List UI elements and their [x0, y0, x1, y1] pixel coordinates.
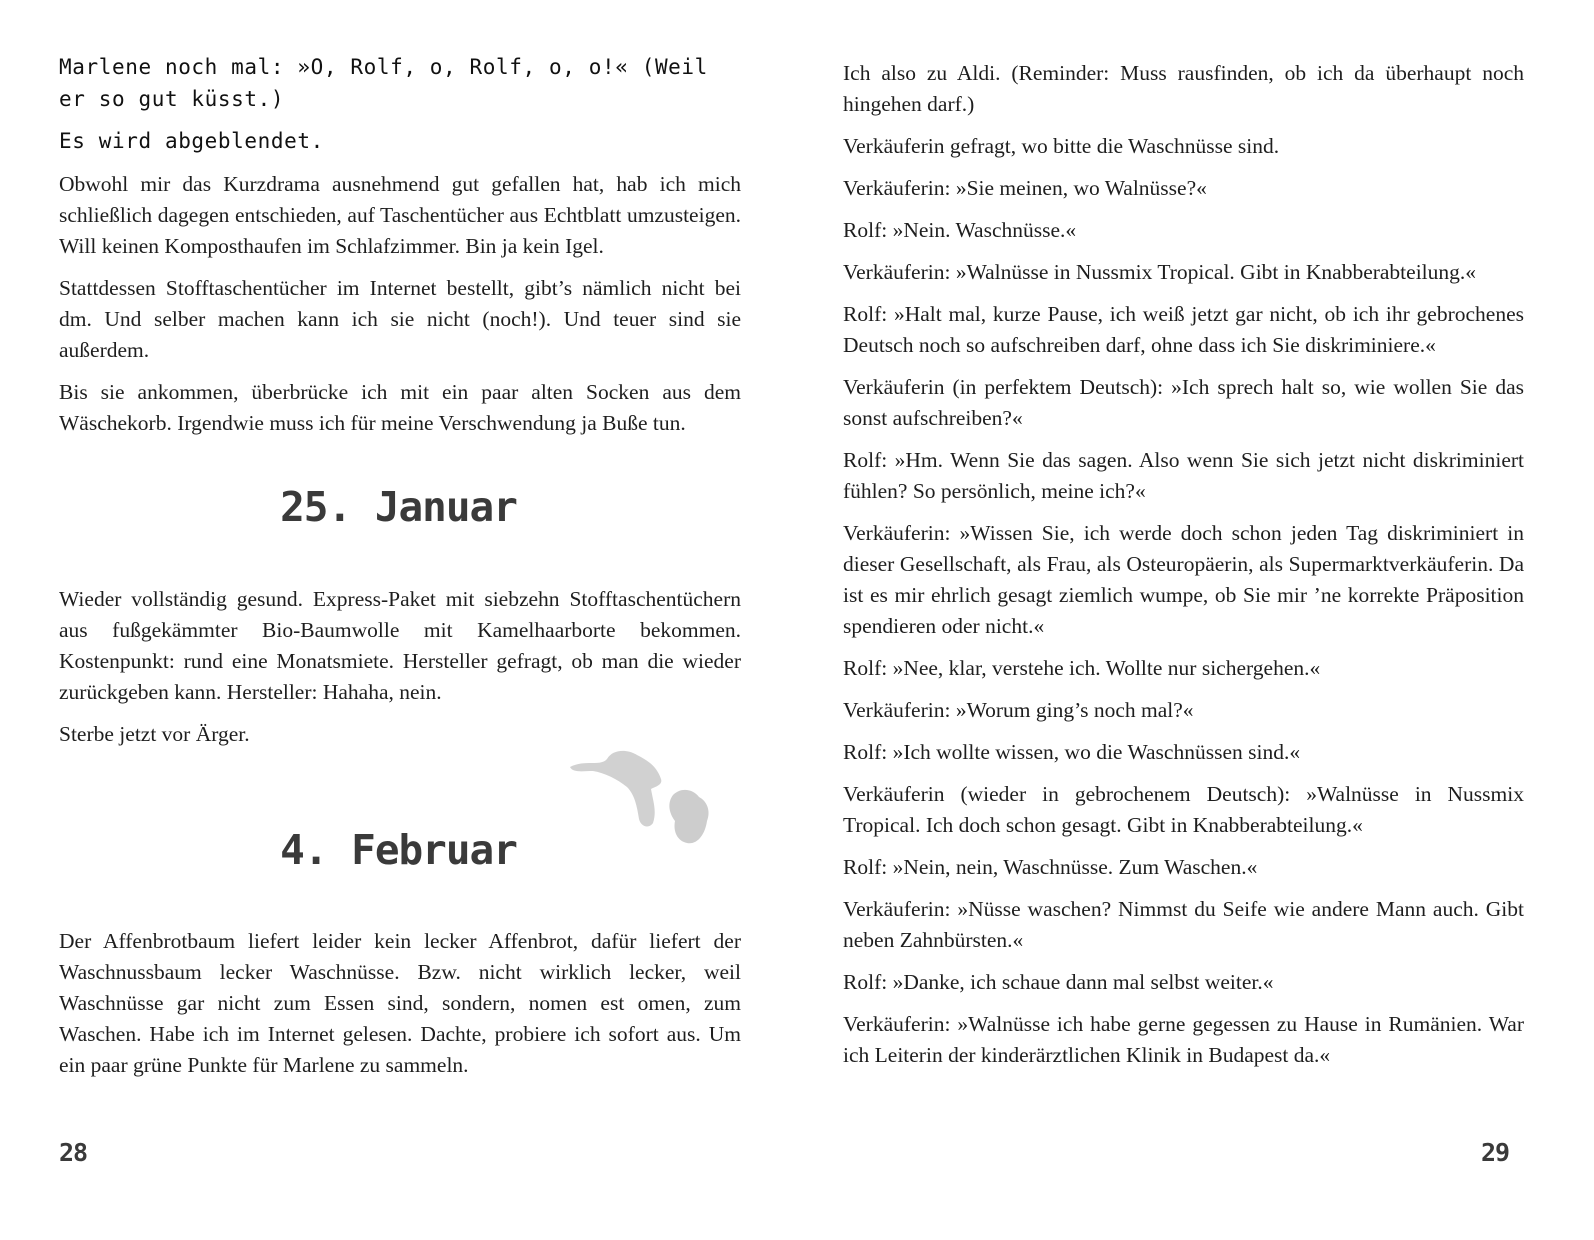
right-page [797, 0, 1594, 1240]
paragraph: Rolf: »Halt mal, kurze Pause, ich weiß jetzt gar nicht, ob ich ihr gebrochenes Deutsch noch so aufschreiben darf, ohne dass ich Sie diskriminiere.« [843, 302, 1524, 357]
paragraph: Verkäuferin (wieder in gebrochenem Deutsch): »Walnüsse in Nussmix Tropical. Ich doch schon gesagt. Gibt in Knabberabteilung.« [843, 782, 1524, 837]
paragraph: Verkäuferin: »Sie meinen, wo Walnüsse?« [843, 176, 1207, 200]
page-number-right: 29 [1481, 1138, 1510, 1167]
paragraph: Wieder vollständig gesund. Express-Paket mit siebzehn Stofftaschentüchern aus fußgekämmter Bio-Baumwolle mit Kamelhaarborte bekommen. Kostenpunkt: rund eine Monatsmiete. Hersteller gefragt, ob man die wieder zurückgeben kann. Hersteller: Hahaha, nein. [59, 587, 741, 704]
paragraph: Rolf: »Hm. Wenn Sie das sagen. Also wenn Sie sich jetzt nicht diskriminiert fühlen? So persönlich, meine ich?« [843, 448, 1524, 503]
paragraph: Verkäuferin: »Wissen Sie, ich werde doch schon jeden Tag diskriminiert in dieser Gesellschaft, als Frau, als Osteuropäerin, als Supermarktverkäuferin. Da ist es mir ehrlich gesagt ziemlich wumpe, ob Sie mir ’ne korrekte Präposition spendieren oder nicht.« [843, 521, 1524, 638]
paragraph: Der Affenbrotbaum liefert leider kein lecker Affenbrot, dafür liefert der Waschnussbaum lecker Waschnüsse. Bzw. nicht wirklich lecker, weil Waschnüsse gar nicht zum Essen sind, sondern, nomen est omen, zum Waschen. Habe ich im Internet gelesen. Dachte, probiere ich sofort aus. Um ein paar grüne Punkte für Marlene zu sammeln. [59, 929, 741, 1077]
section-1-body [59, 584, 741, 761]
paragraph: Rolf: »Nein. Waschnüsse.« [843, 218, 1077, 242]
paragraph: Stattdessen Stofftaschentücher im Internet bestellt, gibt’s nämlich nicht bei dm. Und selber machen kann ich sie nicht (noch!). Und teuer sind sie außerdem. [59, 275, 741, 362]
paragraph: Rolf: »Danke, ich schaue dann mal selbst weiter.« [843, 970, 1274, 994]
right-body [843, 58, 1524, 1082]
paragraph: Obwohl mir das Kurzdrama ausnehmend gut gefallen hat, hab ich mich schließlich dagegen entschieden, auf Taschentücher aus Echtblatt umzusteigen. Will keinen Komposthaufen im Schlafzimmer. Bin ja kein Igel. [59, 171, 741, 258]
paragraph: Verkäuferin (in perfektem Deutsch): »Ich sprech halt so, wie wollen Sie das sonst aufschreiben?« [843, 375, 1524, 430]
paragraph: Verkäuferin: »Nüsse waschen? Nimmst du Seife wie andere Mann auch. Gibt neben Zahnbürsten.« [843, 897, 1524, 952]
page-number-left: 28 [59, 1138, 88, 1167]
paragraph: Rolf: »Ich wollte wissen, wo die Waschnüssen sind.« [843, 740, 1301, 764]
left-top-block [59, 52, 741, 450]
paragraph: Ich also zu Aldi. (Reminder: Muss rausfinden, ob ich da überhaupt noch hingehen darf.) [843, 61, 1524, 116]
section-heading-4-februar: 4. Februar [280, 826, 517, 874]
mono-line-2: Es wird abgeblendet. [59, 129, 324, 153]
paragraph: Bis sie ankommen, überbrücke ich mit ein paar alten Socken aus dem Wäschekorb. Irgendwie muss ich für meine Verschwendung ja Buße tun. [59, 379, 741, 435]
paragraph: Rolf: »Nee, klar, verstehe ich. Wollte nur sichergehen.« [843, 656, 1321, 680]
paragraph: Verkäuferin gefragt, wo bitte die Waschnüsse sind. [843, 134, 1280, 158]
paragraph: Sterbe jetzt vor Ärger. [59, 722, 250, 746]
paragraph: Verkäuferin: »Walnüsse ich habe gerne gegessen zu Hause in Rumänien. War ich Leiterin der kinderärztlichen Klinik in Budapest da.« [843, 1012, 1524, 1067]
section-2-body [59, 926, 741, 1092]
paragraph: Verkäuferin: »Walnüsse in Nussmix Tropical. Gibt in Knabberabteilung.« [843, 260, 1477, 284]
paragraph: Verkäuferin: »Worum ging’s noch mal?« [843, 698, 1194, 722]
mono-line-1: Marlene noch mal: »O, Rolf, o, Rolf, o, o!« (Weil er so gut küsst.) [59, 55, 708, 111]
section-heading-25-januar: 25. Januar [280, 483, 517, 531]
paragraph: Rolf: »Nein, nein, Waschnüsse. Zum Waschen.« [843, 855, 1258, 879]
